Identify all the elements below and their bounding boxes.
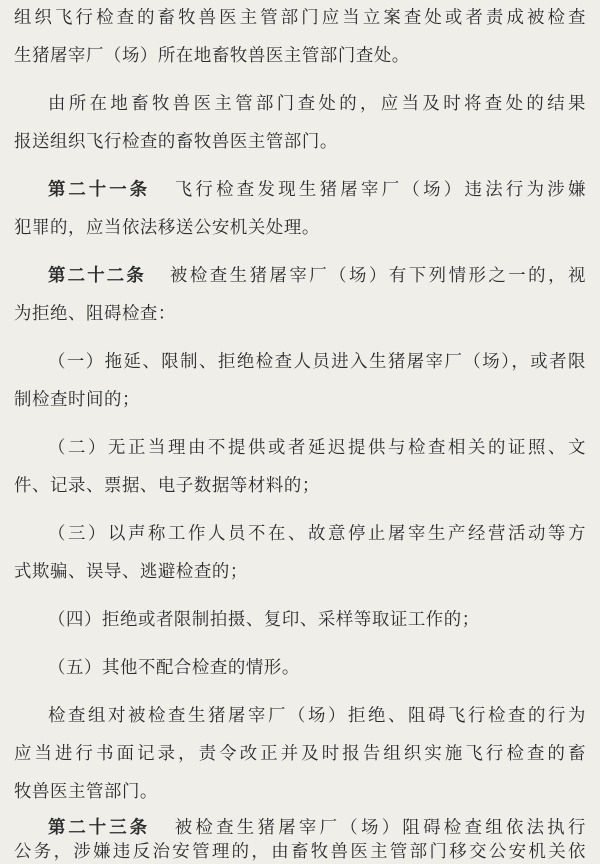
- text-line: （一）拖延、限制、拒绝检查人员进入生猪屠宰厂（场），或者限: [48, 352, 586, 372]
- article-22-title: 第二十二条: [48, 266, 147, 286]
- text-line: （四）拒绝或者限制拍摄、复印、采样等取证工作的；: [48, 610, 480, 630]
- text-line: 制检查时间的；: [14, 390, 140, 410]
- text-line: 由所在地畜牧兽医主管部门查处的，应当及时将查处的结果: [48, 94, 586, 114]
- text-line: （三）以声称工作人员不在、故意停止屠宰生产经营活动等方: [48, 524, 586, 544]
- article-23-line: [48, 816, 586, 840]
- text-line: 公务，涉嫌违反治安管理的，由畜牧兽医主管部门移交公安机关依: [14, 842, 586, 862]
- text-line: 犯罪的，应当依法移送公安机关处理。: [14, 218, 320, 238]
- text-span: 被检查生猪屠宰厂（场）阻碍检查组依法执行: [172, 818, 586, 838]
- text-line: 牧兽医主管部门。: [14, 782, 158, 802]
- article-21-title: 第二十一条: [48, 180, 150, 200]
- text-span: 飞行检查发现生猪屠宰厂（场）违法行为涉嫌: [172, 180, 586, 200]
- text-line: 应当进行书面记录，责令改正并及时报告组织实施飞行检查的畜: [14, 744, 586, 764]
- article-21-line: [48, 178, 586, 202]
- text-line: 件、记录、票据、电子数据等材料的；: [14, 476, 320, 496]
- text-line: 检查组对被检查生猪屠宰厂（场）拒绝、阻碍飞行检查的行为: [48, 706, 586, 726]
- text-line: （二）无正当理由不提供或者延迟提供与检查相关的证照、文: [48, 438, 586, 458]
- article-22-line: [48, 264, 586, 288]
- article-23-title: 第二十三条: [48, 818, 150, 838]
- text-span: 被检查生猪屠宰厂（场）有下列情形之一的，视: [168, 266, 586, 286]
- text-line: 式欺骗、误导、逃避检查的；: [14, 562, 248, 582]
- text-line: 组织飞行检查的畜牧兽医主管部门应当立案查处或者责成被检查: [14, 8, 586, 28]
- text-line: （五）其他不配合检查的情形。: [48, 658, 300, 678]
- text-line: 报送组织飞行检查的畜牧兽医主管部门。: [14, 132, 338, 152]
- text-line: 生猪屠宰厂（场）所在地畜牧兽医主管部门查处。: [14, 46, 410, 66]
- text-line: 为拒绝、阻碍检查：: [14, 304, 176, 324]
